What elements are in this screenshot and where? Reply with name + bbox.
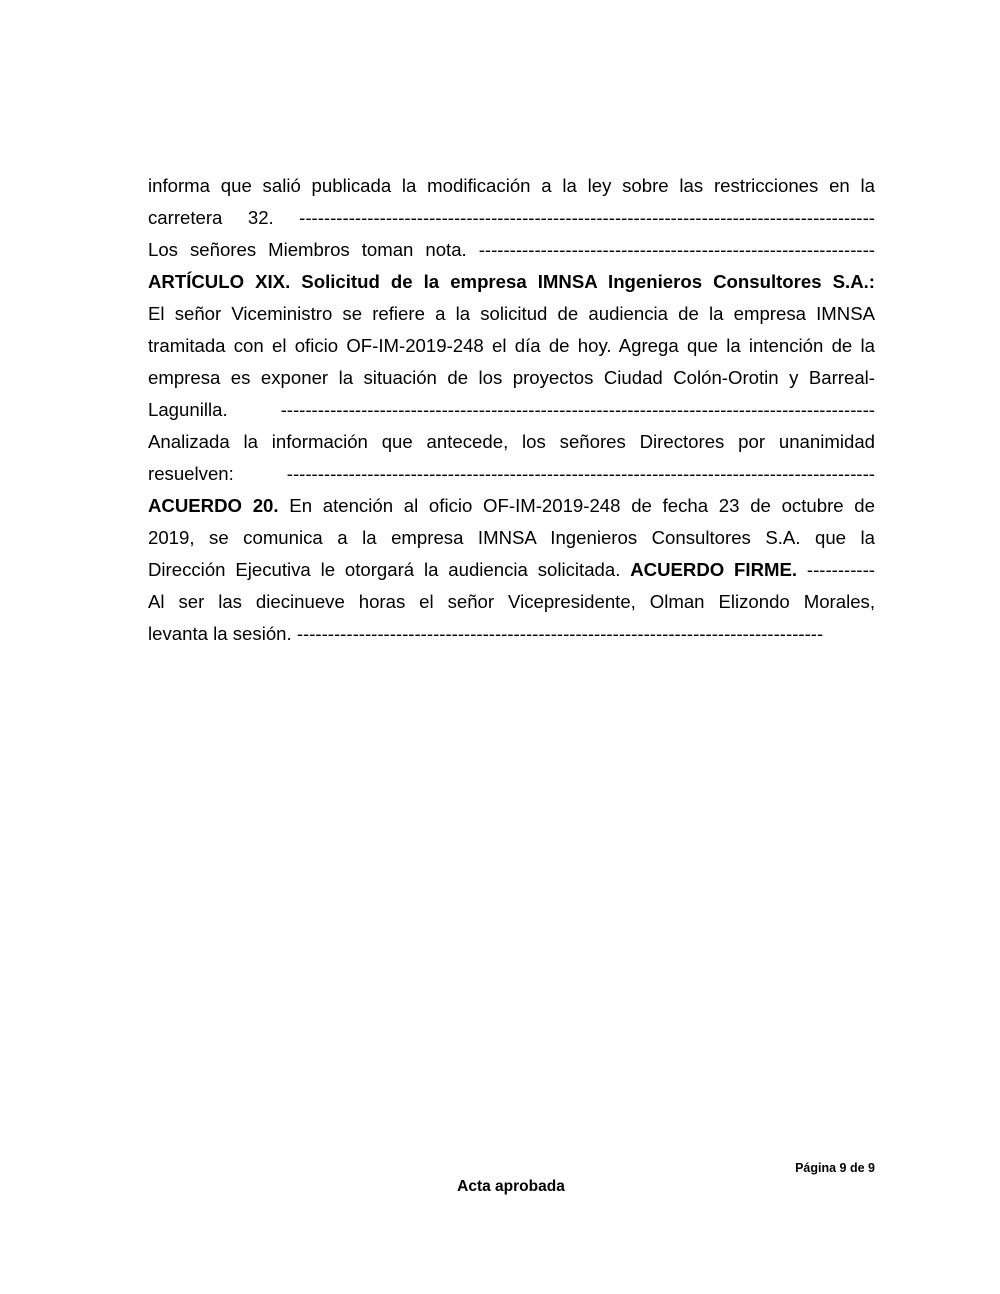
document-line [148, 170, 875, 202]
document-line [148, 490, 875, 522]
text-run: resuelven: [148, 463, 287, 484]
text-run: Los señores Miembros toman nota. [148, 239, 479, 260]
text-run: Lagunilla. [148, 399, 281, 420]
text-run: Analizada la información que antecede, los señores Directores por unanimidad [148, 431, 875, 452]
text-run: ------------------------------------------------------------------------------------- [296, 623, 824, 644]
page-number: Página 9 de 9 [795, 1161, 875, 1175]
text-run: Dirección Ejecutiva le otorgará la audiencia solicitada. [148, 559, 631, 580]
document-line [148, 330, 875, 362]
text-run: ------------------------------------------------------------------------------------------------ [280, 399, 875, 420]
bold-text-run: ACUERDO FIRME. [630, 559, 798, 580]
text-run: ----------------------------------------------------------------------------------------------- [286, 463, 875, 484]
document-line [148, 554, 875, 586]
document-line [148, 362, 875, 394]
text-run: ---------------------------------------------------------------- [478, 239, 875, 260]
document-line [148, 618, 875, 650]
footer-label: Acta aprobada [457, 1178, 565, 1195]
document-line [148, 298, 875, 330]
document-line [148, 458, 875, 490]
text-run: ----------- [797, 559, 875, 580]
text-run: levanta la sesión. [148, 623, 297, 644]
text-run: informa que salió publicada la modificación a la ley sobre las restricciones en la [148, 175, 875, 196]
text-run: 2019, se comunica a la empresa IMNSA Ingenieros Consultores S.A. que la [148, 527, 875, 548]
text-run: --------------------------------------------------------------------------------------------- [299, 207, 875, 228]
bold-text-run: ARTÍCULO XIX. Solicitud de la empresa IMNSA Ingenieros Consultores S.A.: [148, 271, 875, 292]
text-run: En atención al oficio OF-IM-2019-248 de fecha 23 de octubre de [278, 495, 875, 516]
bold-text-run: ACUERDO 20. [148, 495, 279, 516]
document-line [148, 586, 875, 618]
text-run: Al ser las diecinueve horas el señor Vicepresidente, Olman Elizondo Morales, [148, 591, 875, 612]
document-line [148, 394, 875, 426]
document-line [148, 202, 875, 234]
text-run: carretera 32. [148, 207, 300, 228]
document-line [148, 234, 875, 266]
text-run: empresa es exponer la situación de los proyectos Ciudad Colón-Orotin y Barreal- [148, 367, 875, 388]
document-line [148, 266, 875, 298]
document-line [148, 522, 875, 554]
document-line [148, 426, 875, 458]
document-body [148, 170, 875, 650]
text-run: tramitada con el oficio OF-IM-2019-248 el día de hoy. Agrega que la intención de la [148, 335, 875, 356]
text-run: El señor Viceministro se refiere a la solicitud de audiencia de la empresa IMNSA [148, 303, 875, 324]
